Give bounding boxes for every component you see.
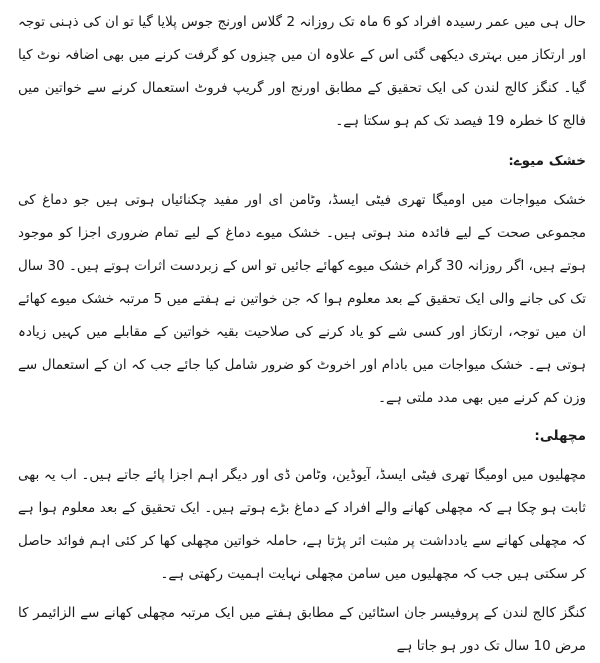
article-paragraph-closing: کنگز کالج لندن کے پروفیسر جان اسٹائین کے مطابق ہفتے میں ایک مرتبہ مچھلی کھانے سے الزائیمر کا مرض 10 سال تک دور ہو جاتا ہے xyxy=(18,605,586,654)
section-heading-fish: مچھلی: xyxy=(534,428,586,444)
article-paragraph-intro: حال ہی میں عمر رسیدہ افراد کو 6 ماہ تک روزانہ 2 گلاس اورنج جوس پلایا گیا تو ان کی ذہنی توجہ اور ارتکاز میں بہتری دیکھی گئی اس کے علاوہ ان میں چیزوں کو گرفت کرنے میں بھی اضافہ نوٹ کیا گیا۔ کنگز کالج لندن کی ایک تحقیق کے مطابق اورنج اور گریپ فروٹ استعمال کرنے سے خواتین میں فالج کا خطرہ 19 فیصد تک کم ہو سکتا ہے۔ xyxy=(18,14,586,129)
section-heading-dry-fruits: خشک میوے: xyxy=(508,153,586,169)
section-text-dry-fruits: خشک میواجات میں اومیگا تھری فیٹی ایسڈ، وٹامن ای اور مفید چکنائیاں ہوتی ہیں جو دماغ کی مجموعی صحت کے لیے فائدہ مند ہوتی ہیں۔ خشک میوے دماغ کے لیے تمام ضروری اجزا کو موجود ہوتے ہیں، اگر روزانہ 30 گرام خشک میوے کھائے جائیں تو اس کے زبردست اثرات ہوتے ہیں۔ 30 سال تک کی جانے والی ایک تحقیق کے بعد معلوم ہوا کہ جن خواتین نے ہفتے میں 5 مرتبہ خشک میوے کھائے ان میں توجہ، ارتکاز اور کسی شے کو یاد کرنے کی صلاحیت بقیہ خواتین کے مقابلے میں کہیں زیادہ ہوتی ہے۔ خشک میواجات میں بادام اور اخروٹ کو ضرور شامل کیا جائے جب کہ ان کے استعمال سے وزن کم کرنے میں بھی مدد ملتی ہے۔ xyxy=(17,192,586,406)
section-text-fish: مچھلیوں میں اومیگا تھری فیٹی ایسڈ، آیوڈین، وٹامن ڈی اور دیگر اہم اجزا پائے جاتے ہیں۔ اب یہ بھی ثابت ہو چکا ہے کہ مچھلی کھانے والے افراد کے دماغ بڑے ہوتے ہیں۔ ایک تحقیق کے بعد معلوم ہوا ہے کہ مچھلی کھانے سے یادداشت پر مثبت اثر پڑتا ہے، حاملہ خواتین مچھلی کھا کر کئی اہم فوائد حاصل کر سکتی ہیں جب کہ مچھلیوں میں سامن مچھلی نہایت اہمیت رکھتی ہے۔ xyxy=(18,467,586,582)
